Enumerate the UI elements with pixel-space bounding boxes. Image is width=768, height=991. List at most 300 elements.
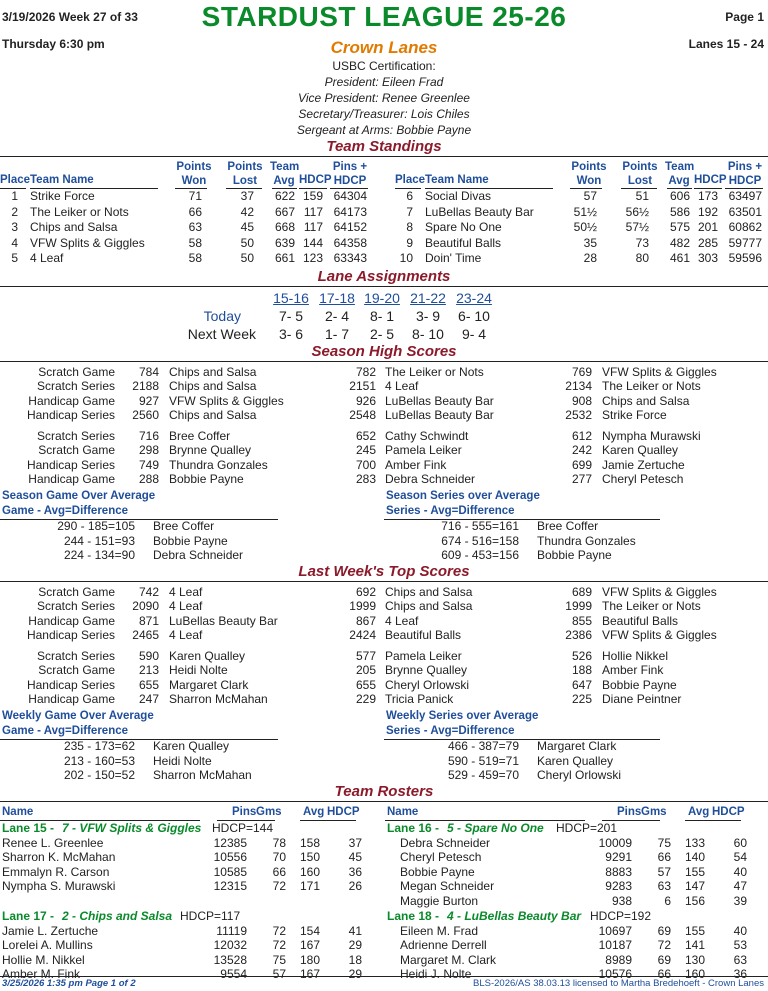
series-over-title: Weekly Series over Average	[386, 710, 539, 722]
score-value: 655	[138, 677, 159, 692]
roster-member-name: Renee L. Greenlee	[2, 836, 104, 850]
next-week-matchup: 1- 7	[324, 326, 350, 342]
score-value: 655	[355, 677, 376, 692]
score-holder: 4 Leaf	[169, 585, 203, 599]
standing-avg: 661	[274, 251, 295, 265]
roster-member-games: 69	[657, 924, 671, 938]
score-category: Scratch Series	[36, 649, 115, 663]
score-value: 782	[355, 365, 376, 379]
roster-member-hdcp: 60	[733, 836, 747, 850]
score-holder: Bobbie Payne	[602, 677, 677, 692]
series-over-bowler: Cheryl Orlowski	[537, 768, 622, 782]
roster-hdr-pins: Pins	[232, 806, 257, 818]
score-holder: Margaret Clark	[169, 677, 249, 692]
today-matchup: 2- 4	[324, 308, 350, 324]
standing-avg: 606	[669, 189, 690, 203]
standing-lost: 73	[635, 235, 649, 250]
series-over-subtitle: Series - Avg=Difference	[386, 725, 515, 737]
score-holder: Chips and Salsa	[169, 365, 257, 379]
standing-lost: 42	[240, 204, 254, 219]
lane-pair: 23-24	[456, 290, 492, 306]
standing-team: LuBellas Beauty Bar	[425, 204, 534, 219]
roster-hdr-hdcp: HDCP	[327, 806, 360, 818]
score-holder: Chips and Salsa	[169, 379, 257, 394]
officer-line: Secretary/Treasurer: Lois Chiles	[298, 107, 470, 121]
divider	[0, 361, 768, 362]
score-value: 926	[355, 393, 376, 408]
standing-hdcp: 117	[303, 220, 323, 234]
roster-team-hdcp: HDCP=201	[556, 821, 618, 835]
score-value: 298	[138, 443, 159, 458]
standing-won: 57	[583, 189, 597, 203]
roster-member-name: Hollie M. Nikkel	[2, 952, 85, 967]
roster-member-games: 75	[657, 836, 671, 850]
standing-place: 6	[406, 189, 413, 203]
roster-member-name: Nympha S. Murawski	[2, 879, 116, 894]
roster-member-pins: 12385	[213, 836, 247, 850]
hdr-points-lost: Points Lost	[227, 161, 263, 187]
score-value: 283	[355, 471, 376, 486]
roster-member-name: Adrienne Derrell	[400, 938, 487, 953]
roster-member-avg: 141	[684, 938, 705, 953]
standing-pins: 60862	[728, 220, 762, 234]
standing-team: Social Divas	[425, 189, 492, 203]
score-value: 784	[138, 365, 159, 379]
footer-right: BLS-2026/AS 38.03.13 licensed to Martha Bredehoeft - Crown Lanes	[473, 978, 764, 989]
roster-member-name: Emmalyn R. Carson	[2, 864, 110, 879]
header-underline	[685, 820, 741, 821]
standing-team: Beautiful Balls	[425, 235, 502, 250]
roster-member-pins: 10576	[598, 967, 632, 982]
standing-pins: 64304	[333, 189, 367, 203]
standing-won: 35	[583, 235, 597, 250]
hdr-hdcp: HDCP	[694, 174, 727, 186]
series-over-bowler: Karen Qualley	[537, 753, 614, 768]
score-value: 245	[355, 443, 376, 458]
hdr-team-avg: Team Avg	[665, 161, 695, 187]
roster-member-name: Maggie Burton	[400, 893, 479, 908]
score-value: 229	[355, 691, 376, 706]
score-holder: LuBellas Beauty Bar	[385, 407, 494, 422]
roster-member-games: 72	[272, 879, 286, 894]
game-over-bowler: Heidi Nolte	[153, 753, 212, 768]
score-holder: Jamie Zertuche	[602, 457, 685, 472]
score-value: 188	[571, 663, 592, 678]
lane-pair: 17-18	[319, 290, 355, 306]
score-value: 652	[355, 429, 376, 443]
roster-member-pins: 13528	[213, 952, 247, 967]
score-value: 2548	[349, 407, 376, 422]
score-value: 692	[355, 585, 376, 599]
score-value: 526	[571, 649, 592, 663]
next-week-label: Next Week	[187, 326, 256, 342]
roster-member-name: Megan Schneider	[400, 879, 495, 894]
game-over-bowler: Bree Coffer	[153, 519, 215, 533]
roster-member-avg: 167	[299, 967, 320, 982]
score-category: Handicap Series	[26, 457, 115, 472]
score-value: 716	[138, 429, 159, 443]
roster-member-pins: 8989	[605, 952, 632, 967]
standing-lost: 51	[635, 189, 649, 203]
roster-member-pins: 938	[611, 893, 632, 908]
roster-hdr-pins: Pins	[617, 806, 642, 818]
standing-lost: 37	[240, 189, 254, 203]
roster-member-hdcp: 37	[348, 836, 362, 850]
game-over-calc: 224 - 134=90	[63, 548, 135, 562]
roster-member-avg: 180	[299, 952, 320, 967]
roster-member-games: 70	[272, 850, 286, 865]
date-week: 3/19/2026 Week 27 of 33	[2, 10, 138, 24]
score-holder: Chips and Salsa	[602, 393, 690, 408]
roster-member-name: Jamie L. Zertuche	[2, 924, 99, 938]
score-value: 742	[138, 585, 159, 599]
score-value: 247	[138, 691, 159, 706]
score-category: Handicap Series	[26, 407, 115, 422]
series-over-subtitle: Series - Avg=Difference	[386, 505, 515, 517]
roster-member-avg: 167	[299, 938, 320, 953]
day-time: Thursday 6:30 pm	[2, 37, 105, 51]
score-holder: The Leiker or Nots	[602, 599, 701, 614]
score-holder: 4 Leaf	[169, 627, 203, 642]
roster-member-games: 72	[657, 938, 671, 953]
score-holder: Brynne Qualley	[169, 443, 252, 458]
series-over-bowler: Margaret Clark	[537, 739, 617, 753]
standing-pins: 64173	[333, 204, 367, 219]
score-value: 1999	[565, 599, 592, 614]
score-category: Scratch Series	[36, 379, 115, 394]
roster-member-hdcp: 39	[733, 893, 747, 908]
score-value: 689	[571, 585, 592, 599]
game-over-subtitle: Game - Avg=Difference	[2, 725, 129, 737]
roster-member-avg: 130	[684, 952, 705, 967]
next-week-matchup: 8- 10	[412, 326, 444, 342]
roster-member-pins: 9291	[605, 850, 632, 865]
lanes-range: Lanes 15 - 24	[688, 37, 764, 51]
score-category: Scratch Game	[38, 443, 115, 458]
hdr-place: Place	[0, 174, 31, 186]
roster-member-pins: 10009	[598, 836, 632, 850]
standing-hdcp: 303	[697, 251, 718, 265]
standing-team: Doin' Time	[425, 251, 482, 265]
standing-place: 4	[11, 235, 18, 250]
today-matchup: 6- 10	[458, 308, 490, 324]
series-over-title: Season Series over Average	[386, 490, 540, 502]
score-holder: Strike Force	[602, 407, 667, 422]
roster-member-avg: 147	[684, 879, 705, 894]
score-holder: VFW Splits & Giggles	[602, 627, 717, 642]
standing-won: 28	[583, 251, 597, 265]
standing-hdcp: 201	[697, 220, 718, 234]
center-name: Crown Lanes	[330, 38, 438, 57]
score-holder: 4 Leaf	[169, 599, 203, 614]
score-holder: Beautiful Balls	[385, 627, 462, 642]
score-value: 867	[355, 613, 376, 628]
standing-avg: 667	[274, 204, 295, 219]
roster-member-hdcp: 54	[733, 850, 747, 865]
game-over-bowler: Karen Qualley	[153, 739, 230, 753]
game-over-calc: 290 - 185=105	[57, 519, 135, 533]
divider	[0, 156, 768, 157]
hdr-team-avg: Team Avg	[270, 161, 300, 187]
score-holder: Cathy Schwindt	[385, 429, 469, 443]
standings-title: Team Standings	[326, 138, 442, 155]
roster-member-avg: 156	[684, 893, 705, 908]
header-underline	[300, 820, 356, 821]
score-value: 612	[571, 429, 592, 443]
score-value: 2386	[565, 627, 592, 642]
game-over-calc: 235 - 173=62	[63, 739, 135, 753]
score-holder: Thundra Gonzales	[169, 457, 268, 472]
roster-member-name: Margaret M. Clark	[400, 952, 497, 967]
series-over-bowler: Thundra Gonzales	[537, 533, 636, 548]
hdr-pins-hdcp: Pins + HDCP	[332, 161, 368, 187]
hdr-pins-hdcp: Pins + HDCP	[727, 161, 763, 187]
today-label: Today	[203, 308, 241, 324]
score-holder: Chips and Salsa	[385, 585, 473, 599]
roster-team-name: 7 - VFW Splits & Giggles	[62, 821, 202, 835]
roster-member-games: 66	[272, 864, 286, 879]
score-holder: Chips and Salsa	[385, 599, 473, 614]
roster-member-games: 72	[272, 938, 286, 953]
roster-member-pins: 9283	[605, 879, 632, 894]
hdr-place: Place	[395, 174, 426, 186]
score-value: 2134	[565, 379, 592, 394]
score-holder: VFW Splits & Giggles	[169, 393, 284, 408]
standing-pins: 59596	[728, 251, 762, 265]
roster-member-hdcp: 36	[733, 967, 747, 982]
next-week-matchup: 9- 4	[461, 326, 487, 342]
score-category: Handicap Series	[26, 627, 115, 642]
roster-member-avg: 160	[299, 864, 320, 879]
game-over-title: Season Game Over Average	[2, 490, 156, 502]
roster-member-avg: 140	[684, 850, 705, 865]
roster-member-hdcp: 40	[733, 924, 747, 938]
roster-member-games: 66	[657, 850, 671, 865]
score-value: 2532	[565, 407, 592, 422]
today-matchup: 3- 9	[415, 308, 441, 324]
roster-member-games: 78	[272, 836, 286, 850]
roster-member-avg: 133	[684, 836, 705, 850]
roster-member-pins: 10556	[213, 850, 247, 865]
standing-place: 9	[406, 235, 413, 250]
score-holder: Heidi Nolte	[169, 663, 228, 678]
lane-pair: 21-22	[410, 290, 446, 306]
league-title: STARDUST LEAGUE 25-26	[201, 1, 567, 32]
hdr-points-won: Points Won	[176, 161, 212, 187]
roster-member-games: 6	[664, 893, 671, 908]
roster-member-name: Amber M. Fink	[2, 967, 81, 982]
score-value: 647	[571, 677, 592, 692]
score-holder: Nympha Murawski	[602, 429, 701, 443]
score-category: Handicap Game	[28, 691, 115, 706]
roster-member-hdcp: 26	[348, 879, 362, 894]
score-holder: VFW Splits & Giggles	[602, 365, 717, 379]
score-holder: Karen Qualley	[602, 443, 679, 458]
roster-team-hdcp: HDCP=117	[180, 909, 241, 923]
rosters-title: Team Rosters	[334, 783, 434, 800]
standing-hdcp: 192	[697, 204, 718, 219]
standing-hdcp: 285	[697, 235, 718, 250]
officer-line: USBC Certification:	[332, 59, 436, 73]
roster-member-games: 75	[272, 952, 286, 967]
standing-team: 4 Leaf	[30, 251, 64, 265]
standing-pins: 64152	[333, 220, 367, 234]
series-over-calc: 609 - 453=156	[441, 548, 519, 562]
standing-won: 66	[188, 204, 202, 219]
lane-pair: 15-16	[273, 290, 309, 306]
standing-avg: 639	[274, 235, 295, 250]
standing-lost: 45	[240, 220, 254, 234]
score-holder: Cheryl Orlowski	[385, 677, 470, 692]
score-value: 205	[355, 663, 376, 678]
standing-team: The Leiker or Nots	[30, 204, 129, 219]
standing-hdcp: 159	[302, 189, 323, 203]
roster-member-pins: 11119	[216, 924, 247, 938]
roster-hdr-gms: Gms	[641, 806, 667, 818]
series-over-bowler: Bree Coffer	[537, 519, 599, 533]
divider	[0, 286, 768, 287]
standing-place: 3	[11, 220, 18, 234]
standing-won: 58	[188, 251, 202, 265]
roster-member-name: Debra Schneider	[400, 836, 491, 850]
standing-avg: 575	[669, 220, 690, 234]
score-holder: Amber Fink	[602, 663, 664, 678]
standing-place: 5	[11, 251, 18, 265]
roster-member-avg: 155	[684, 924, 705, 938]
game-over-title: Weekly Game Over Average	[2, 710, 154, 722]
score-holder: Amber Fink	[385, 457, 447, 472]
roster-member-pins: 12032	[213, 938, 247, 953]
series-over-calc: 674 - 516=158	[441, 533, 519, 548]
roster-member-avg: 154	[299, 924, 320, 938]
roster-member-pins: 9554	[220, 967, 247, 982]
roster-lane: Lane 17 -	[2, 909, 55, 923]
score-holder: Karen Qualley	[169, 649, 246, 663]
standing-avg: 482	[669, 235, 690, 250]
next-week-matchup: 2- 5	[369, 326, 395, 342]
score-category: Handicap Game	[28, 393, 115, 408]
divider	[0, 581, 768, 582]
today-matchup: 8- 1	[369, 308, 395, 324]
standing-avg: 622	[274, 189, 295, 203]
roster-member-hdcp: 47	[733, 879, 747, 894]
standing-place: 10	[399, 251, 413, 265]
roster-member-hdcp: 18	[348, 952, 362, 967]
score-category: Scratch Game	[38, 365, 115, 379]
standing-pins: 64358	[333, 235, 367, 250]
roster-member-hdcp: 63	[733, 952, 747, 967]
hdr-hdcp: HDCP	[299, 174, 332, 186]
score-value: 2424	[349, 627, 376, 642]
roster-member-pins: 8883	[605, 864, 632, 879]
standing-lost: 80	[635, 251, 649, 265]
series-over-calc: 716 - 555=161	[441, 519, 519, 533]
score-category: Handicap Series	[26, 677, 115, 692]
hdr-team: Team Name	[425, 174, 489, 186]
score-holder: Chips and Salsa	[169, 407, 257, 422]
standing-place: 2	[11, 204, 18, 219]
standing-lost: 56½	[625, 204, 649, 219]
score-holder: Tricia Panick	[385, 691, 454, 706]
roster-lane: Lane 16 -	[387, 821, 440, 835]
roster-member-games: 57	[272, 967, 286, 982]
lanes-title: Lane Assignments	[317, 268, 451, 285]
roster-member-games: 72	[272, 924, 286, 938]
roster-member-hdcp: 29	[348, 967, 362, 982]
officer-line: Sergeant at Arms: Bobbie Payne	[296, 123, 472, 137]
score-value: 242	[571, 443, 592, 458]
standing-pins: 63501	[728, 204, 762, 219]
score-value: 1999	[349, 599, 376, 614]
score-category: Handicap Game	[28, 613, 115, 628]
roster-member-hdcp: 29	[348, 938, 362, 953]
standing-place: 7	[406, 204, 413, 219]
score-value: 2560	[132, 407, 159, 422]
roster-member-hdcp: 53	[733, 938, 747, 953]
roster-hdr-avg: Avg	[688, 806, 710, 818]
score-holder: Bree Coffer	[169, 429, 231, 443]
roster-team-name: 2 - Chips and Salsa	[62, 909, 173, 923]
roster-hdr-hdcp: HDCP	[712, 806, 745, 818]
score-holder: Diane Peintner	[602, 691, 682, 706]
score-value: 749	[138, 457, 159, 472]
standing-won: 50½	[573, 220, 597, 234]
score-value: 2090	[132, 599, 159, 614]
game-over-bowler: Sharron McMahan	[153, 768, 252, 782]
score-holder: Pamela Leiker	[385, 443, 462, 458]
officer-line: Vice President: Renee Greenlee	[298, 91, 470, 105]
roster-member-games: 57	[657, 864, 671, 879]
score-holder: Brynne Qualley	[385, 663, 468, 678]
standing-team: Chips and Salsa	[30, 220, 118, 234]
footer-left: 3/25/2026 1:35 pm Page 1 of 2	[2, 978, 136, 989]
roster-member-name: Eileen M. Frad	[400, 924, 479, 938]
score-holder: Cheryl Petesch	[602, 471, 684, 486]
score-category: Scratch Series	[36, 599, 115, 614]
roster-member-games: 63	[657, 879, 671, 894]
roster-hdr-avg: Avg	[303, 806, 325, 818]
standing-won: 71	[188, 189, 202, 203]
roster-member-name: Cheryl Petesch	[400, 850, 482, 865]
page-number: Page 1	[725, 10, 764, 24]
score-value: 2151	[349, 379, 376, 394]
score-holder: LuBellas Beauty Bar	[169, 613, 278, 628]
score-value: 855	[571, 613, 592, 628]
game-over-calc: 202 - 150=52	[63, 768, 135, 782]
score-value: 2465	[132, 627, 159, 642]
standing-hdcp: 117	[303, 204, 323, 219]
standing-place: 8	[406, 220, 413, 234]
roster-member-hdcp: 45	[348, 850, 362, 865]
standing-hdcp: 173	[697, 189, 718, 203]
score-value: 577	[355, 649, 376, 663]
score-category: Scratch Game	[38, 663, 115, 678]
roster-member-hdcp: 40	[733, 864, 747, 879]
score-holder: Pamela Leiker	[385, 649, 462, 663]
roster-member-games: 69	[657, 952, 671, 967]
score-holder: VFW Splits & Giggles	[602, 585, 717, 599]
roster-hdr-gms: Gms	[256, 806, 282, 818]
score-category: Scratch Game	[38, 585, 115, 599]
score-value: 927	[138, 393, 159, 408]
score-holder: The Leiker or Nots	[385, 365, 484, 379]
standing-lost: 50	[240, 251, 254, 265]
roster-lane: Lane 18 -	[387, 909, 440, 923]
roster-member-name: Lorelei A. Mullins	[2, 938, 93, 953]
score-holder: The Leiker or Nots	[602, 379, 701, 394]
standing-lost: 57½	[625, 220, 649, 234]
standing-avg: 461	[669, 251, 690, 265]
